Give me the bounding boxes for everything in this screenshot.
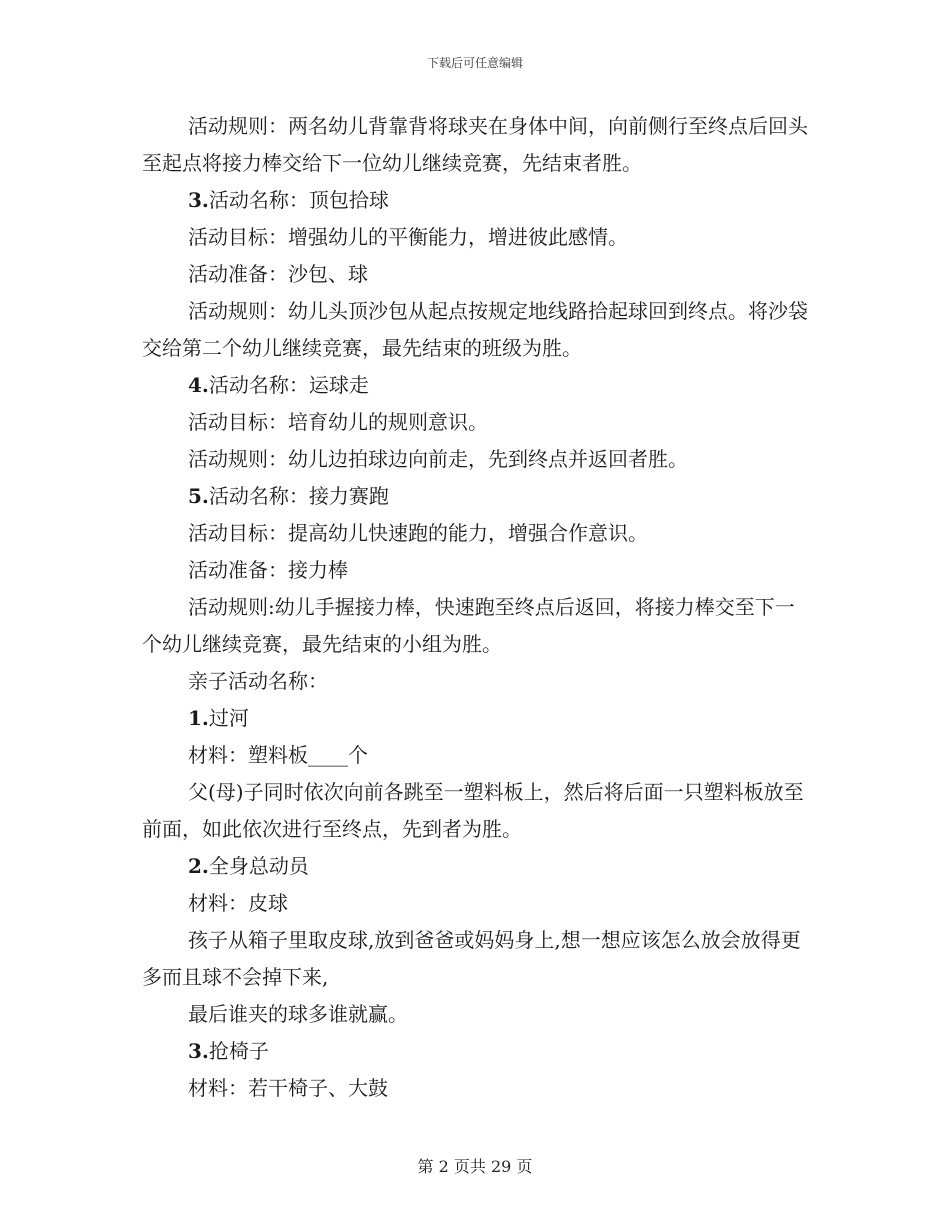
paragraph: 活动目标：提高幼儿快速跑的能力，增强合作意识。	[188, 521, 648, 545]
paragraph: 活动目标：增强幼儿的平衡能力，增进彼此感情。	[188, 225, 628, 249]
paragraph: 亲子活动名称：	[188, 669, 328, 693]
paragraph: 活动规则：幼儿边拍球边向前走，先到终点并返回者胜。	[188, 447, 688, 471]
paragraph: 材料：塑料板____个	[188, 743, 368, 767]
paragraph: 活动目标：培育幼儿的规则意识。	[188, 410, 488, 434]
paragraph: 材料：皮球	[188, 891, 288, 915]
paragraph: 5.活动名称：接力赛跑	[188, 484, 389, 508]
paragraph: 活动准备：沙包、球	[188, 262, 368, 286]
paragraph: 4.活动名称：运球走	[188, 373, 369, 397]
paragraph: 父(母)子同时依次向前各跳至一塑料板上，然后将后面一只塑料板放至前面，如此依次进行至终点，先到者为胜。	[142, 780, 804, 841]
paragraph: 最后谁夹的球多谁就赢。	[188, 1002, 408, 1026]
page-header: 下载后可任意编辑	[426, 56, 523, 70]
paragraph: 3.抢椅子	[188, 1039, 269, 1063]
paragraph: 材料：若干椅子、大鼓	[188, 1076, 388, 1100]
paragraph: 活动规则:幼儿手握接力棒，快速跑至终点后返回，将接力棒交至下一个幼儿继续竞赛，最先结束的小组为胜。	[142, 595, 795, 656]
paragraph: 活动规则：两名幼儿背靠背将球夹在身体中间，向前侧行至终点后回头至起点将接力棒交给下一位幼儿继续竞赛，先结束者胜。	[142, 114, 808, 175]
paragraph: 1.过河	[188, 706, 249, 730]
paragraph: 活动准备：接力棒	[188, 558, 348, 582]
paragraph: 2.全身总动员	[188, 854, 309, 878]
paragraph: 3.活动名称：顶包拾球	[188, 188, 389, 212]
page-footer: 第 2 页共 29 页	[417, 1157, 533, 1176]
paragraph: 活动规则：幼儿头顶沙包从起点按规定地线路拾起球回到终点。将沙袋交给第二个幼儿继续竞赛，最先结束的班级为胜。	[142, 299, 808, 360]
paragraph: 孩子从箱子里取皮球,放到爸爸或妈妈身上,想一想应该怎么放会放得更多而且球不会掉下来,	[142, 928, 801, 989]
document-body	[142, 108, 814, 1107]
